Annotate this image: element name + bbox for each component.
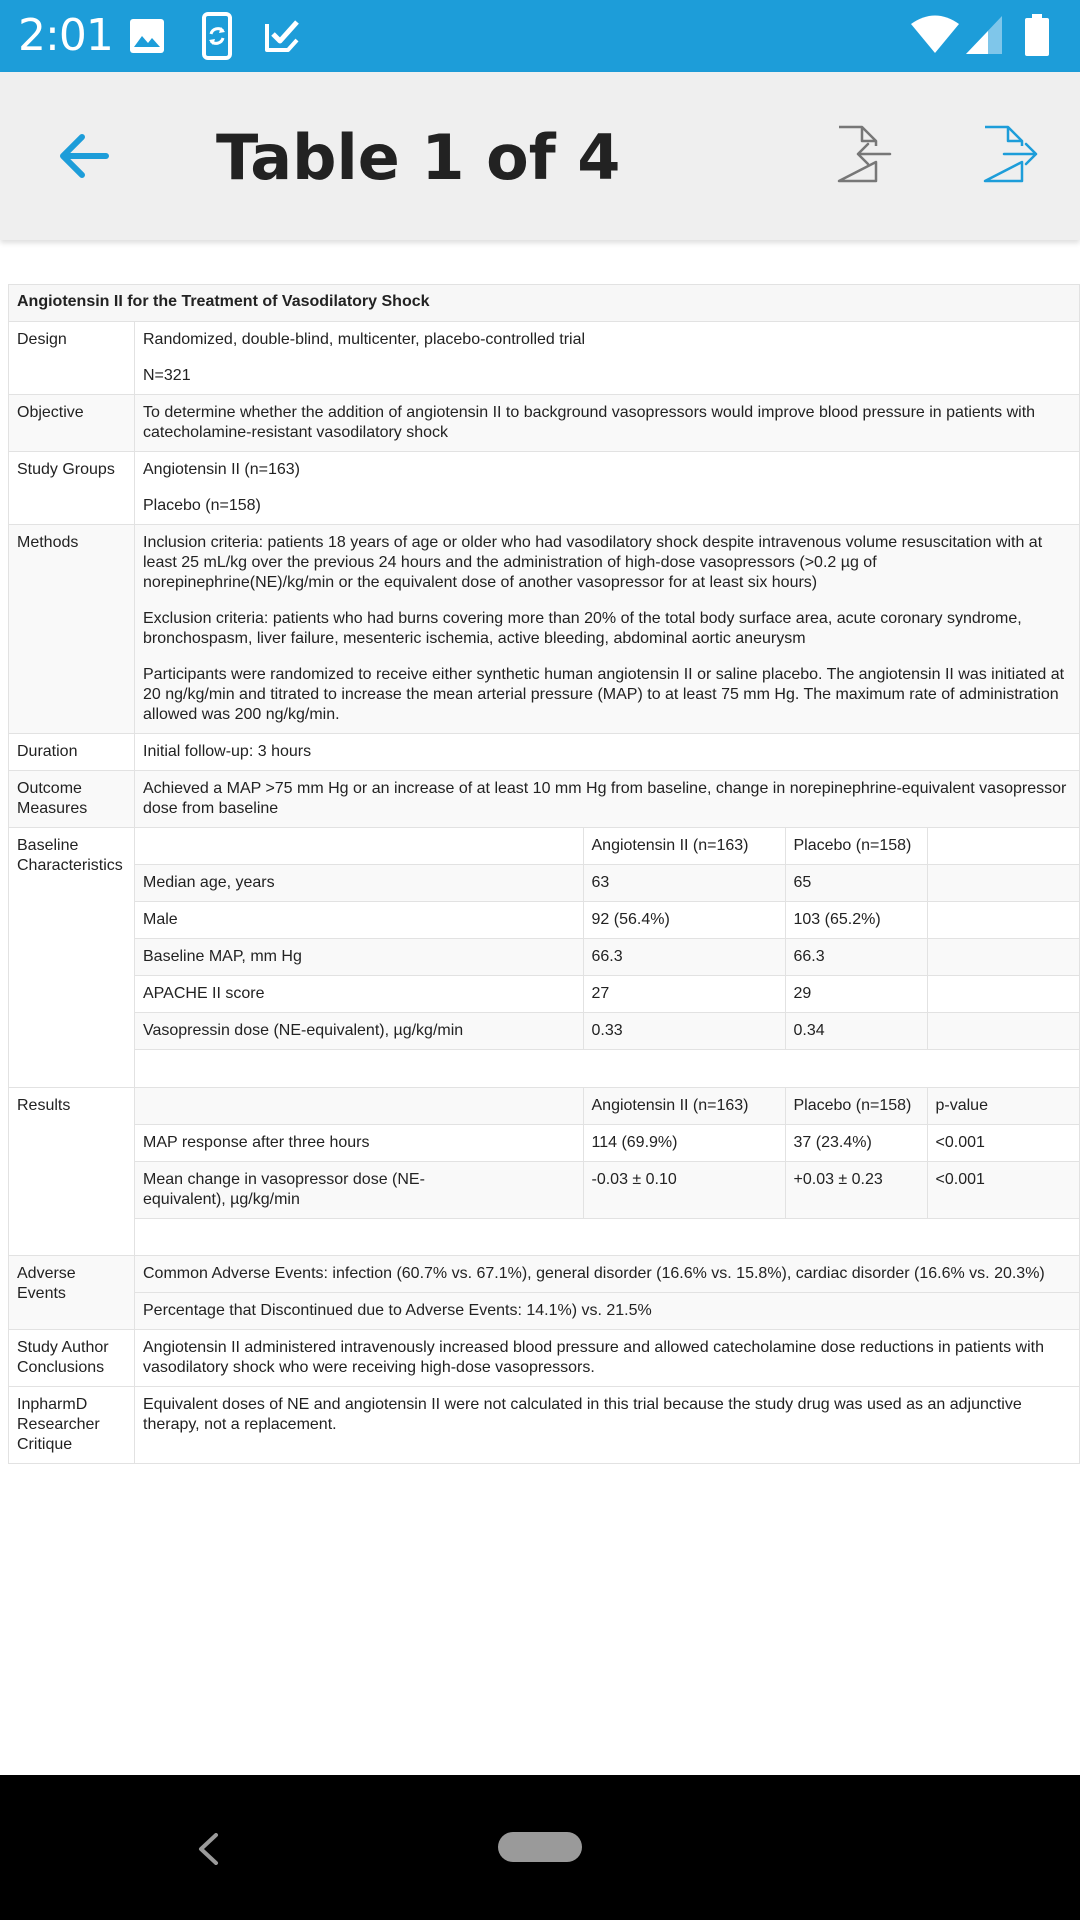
cell-signal-icon	[966, 16, 1002, 54]
results-cell: Mean change in vasopressor dose (NE-equivalent), µg/kg/min	[135, 1161, 583, 1218]
table-row	[9, 452, 1080, 525]
baseline-cell	[927, 902, 1079, 939]
row-value-adverse	[135, 1256, 1080, 1330]
results-cell: +0.03 ± 0.23	[785, 1161, 927, 1218]
baseline-header-cell: Placebo (n=158)	[785, 828, 927, 865]
methods-paragraph: Exclusion criteria: patients who had burns covering more than 20% of the total body surface area, acute coronary syndrome, bronchospasm, liver failure, mesenteric ischemia, active bleeding, abdominal aortic aneurysm	[143, 610, 1022, 647]
baseline-cell: 66.3	[785, 939, 927, 976]
row-label-baseline: Baseline Characteristics	[9, 828, 135, 1088]
baseline-header-cell	[135, 828, 583, 865]
results-table-cell	[135, 1087, 1080, 1256]
row-value-methods	[135, 525, 1080, 734]
row-label-methods: Methods	[9, 525, 135, 734]
baseline-cell	[927, 865, 1079, 902]
results-header-cell	[135, 1088, 583, 1125]
row-value-objective: To determine whether the addition of angiotensin II to background vasopressors would improve blood pressure in patients with catecholamine-resistant vasodilatory shock	[135, 395, 1080, 452]
baseline-header-cell: Angiotensin II (n=163)	[583, 828, 785, 865]
baseline-cell: 63	[583, 865, 785, 902]
baseline-row	[135, 865, 1079, 902]
study-group-line: Placebo (n=158)	[143, 497, 261, 514]
baseline-table-cell	[135, 828, 1080, 1088]
previous-document-icon[interactable]	[834, 124, 894, 184]
baseline-cell	[927, 976, 1079, 1013]
table-row	[9, 395, 1080, 452]
results-table	[135, 1088, 1079, 1256]
study-summary-table	[8, 284, 1080, 1464]
baseline-cell: 65	[785, 865, 927, 902]
status-time: 2:01	[18, 10, 113, 61]
baseline-cell: 27	[583, 976, 785, 1013]
baseline-cell: 103 (65.2%)	[785, 902, 927, 939]
baseline-cell: Vasopressin dose (NE-equivalent), µg/kg/min	[135, 1013, 583, 1050]
baseline-row	[135, 939, 1079, 976]
image-icon	[129, 18, 165, 54]
baseline-cell	[927, 939, 1079, 976]
row-value-design	[135, 322, 1080, 395]
row-label-duration: Duration	[9, 734, 135, 771]
design-line: N=321	[143, 367, 191, 384]
results-row	[135, 1161, 1079, 1218]
page-title: Table 1 of 4	[216, 121, 621, 194]
next-document-icon[interactable]	[980, 124, 1040, 184]
baseline-spacer-row	[135, 1050, 1079, 1087]
battery-icon	[1025, 14, 1049, 56]
design-line: Randomized, double-blind, multicenter, placebo-controlled trial	[143, 331, 586, 348]
methods-paragraph: Participants were randomized to receive either synthetic human angiotensin II or saline placebo. The angiotensin II was initiated at 20 ng/kg/min and titrated to increase the mean arterial pressure (MAP) to at least 75 mm Hg. The maximum rate of administration allowed was 200 ng/kg/min.	[143, 666, 1065, 723]
results-header-cell: p-value	[927, 1088, 1079, 1125]
baseline-cell: 0.34	[785, 1013, 927, 1050]
row-label-study-groups: Study Groups	[9, 452, 135, 525]
row-value-outcome: Achieved a MAP >75 mm Hg or an increase of at least 10 mm Hg from baseline, change in norepinephrine-equivalent vasopressor dose from baseline	[135, 771, 1080, 828]
table-row	[9, 322, 1080, 395]
status-bar	[0, 0, 1080, 72]
row-label-results: Results	[9, 1087, 135, 1256]
row-value-duration: Initial follow-up: 3 hours	[135, 734, 1080, 771]
baseline-header-cell	[927, 828, 1079, 865]
back-arrow-icon[interactable]	[56, 128, 112, 184]
results-header-cell: Angiotensin II (n=163)	[583, 1088, 785, 1125]
row-label-design: Design	[9, 322, 135, 395]
results-spacer-row	[135, 1218, 1079, 1255]
baseline-cell: APACHE II score	[135, 976, 583, 1013]
wifi-icon	[910, 15, 960, 53]
table-title: Angiotensin II for the Treatment of Vasodilatory Shock	[9, 285, 1080, 322]
results-cell: 114 (69.9%)	[583, 1124, 785, 1161]
results-cell: -0.03 ± 0.10	[583, 1161, 785, 1218]
row-label-objective: Objective	[9, 395, 135, 452]
home-pill-icon[interactable]	[498, 1832, 582, 1862]
baseline-row	[135, 976, 1079, 1013]
baseline-cell: Baseline MAP, mm Hg	[135, 939, 583, 976]
results-header-cell: Placebo (n=158)	[785, 1088, 927, 1125]
baseline-cell: Median age, years	[135, 865, 583, 902]
results-row	[135, 1124, 1079, 1161]
baseline-cell: Male	[135, 902, 583, 939]
results-cell: <0.001	[927, 1161, 1079, 1218]
table-row	[9, 828, 1080, 1088]
table-row	[9, 1387, 1080, 1464]
results-header-row	[135, 1088, 1079, 1125]
row-value-study-groups	[135, 452, 1080, 525]
results-cell: 37 (23.4%)	[785, 1124, 927, 1161]
baseline-row	[135, 1013, 1079, 1050]
app-bar	[0, 72, 1080, 240]
baseline-row	[135, 902, 1079, 939]
table-row	[9, 1330, 1080, 1387]
table-row	[9, 525, 1080, 734]
row-label-outcome: Outcome Measures	[9, 771, 135, 828]
baseline-cell: 0.33	[583, 1013, 785, 1050]
table-row	[9, 771, 1080, 828]
system-nav-bar	[0, 1775, 1080, 1920]
row-value-conclusions: Angiotensin II administered intravenously increased blood pressure and allowed catecholamine dose reductions in patients with vasodilatory shock who were receiving high-dose vasopressors.	[135, 1330, 1080, 1387]
table-row	[9, 1087, 1080, 1256]
table-row	[9, 1256, 1080, 1330]
methods-paragraph: Inclusion criteria: patients 18 years of age or older who had vasodilatory shock despite intravenous volume resuscitation with at least 25 mL/kg over the previous 24 hours and the administration of high-dose vasopressors (>0.2 µg of norepinephrine(NE)/kg/min or the equivalent dose of another vasopressor for at least six hours)	[143, 534, 1043, 591]
spacer-cell	[135, 1050, 1079, 1087]
table-row	[9, 734, 1080, 771]
adverse-line: Common Adverse Events: infection (60.7% vs. 67.1%), general disorder (16.6% vs. 15.8%), cardiac disorder (16.6% vs. 20.3%)	[143, 1265, 1045, 1282]
baseline-cell: 66.3	[583, 939, 785, 976]
baseline-cell: 29	[785, 976, 927, 1013]
adverse-line: Percentage that Discontinued due to Adverse Events: 14.1%) vs. 21.5%	[135, 1292, 1079, 1329]
study-group-line: Angiotensin II (n=163)	[143, 461, 300, 478]
spacer-cell	[135, 1218, 1079, 1255]
phone-sync-icon	[200, 12, 234, 60]
row-label-adverse: Adverse Events	[9, 1256, 135, 1330]
row-label-critique: InpharmD Researcher Critique	[9, 1387, 135, 1464]
baseline-cell: 92 (56.4%)	[583, 902, 785, 939]
task-check-icon	[264, 16, 300, 54]
row-label-conclusions: Study Author Conclusions	[9, 1330, 135, 1387]
results-cell: MAP response after three hours	[135, 1124, 583, 1161]
baseline-cell	[927, 1013, 1079, 1050]
results-cell: <0.001	[927, 1124, 1079, 1161]
baseline-header-row	[135, 828, 1079, 865]
baseline-table	[135, 828, 1079, 1087]
row-value-critique: Equivalent doses of NE and angiotensin II were not calculated in this trial because the study drug was used as an adjunctive therapy, not a replacement.	[135, 1387, 1080, 1464]
nav-back-icon[interactable]	[196, 1833, 220, 1865]
